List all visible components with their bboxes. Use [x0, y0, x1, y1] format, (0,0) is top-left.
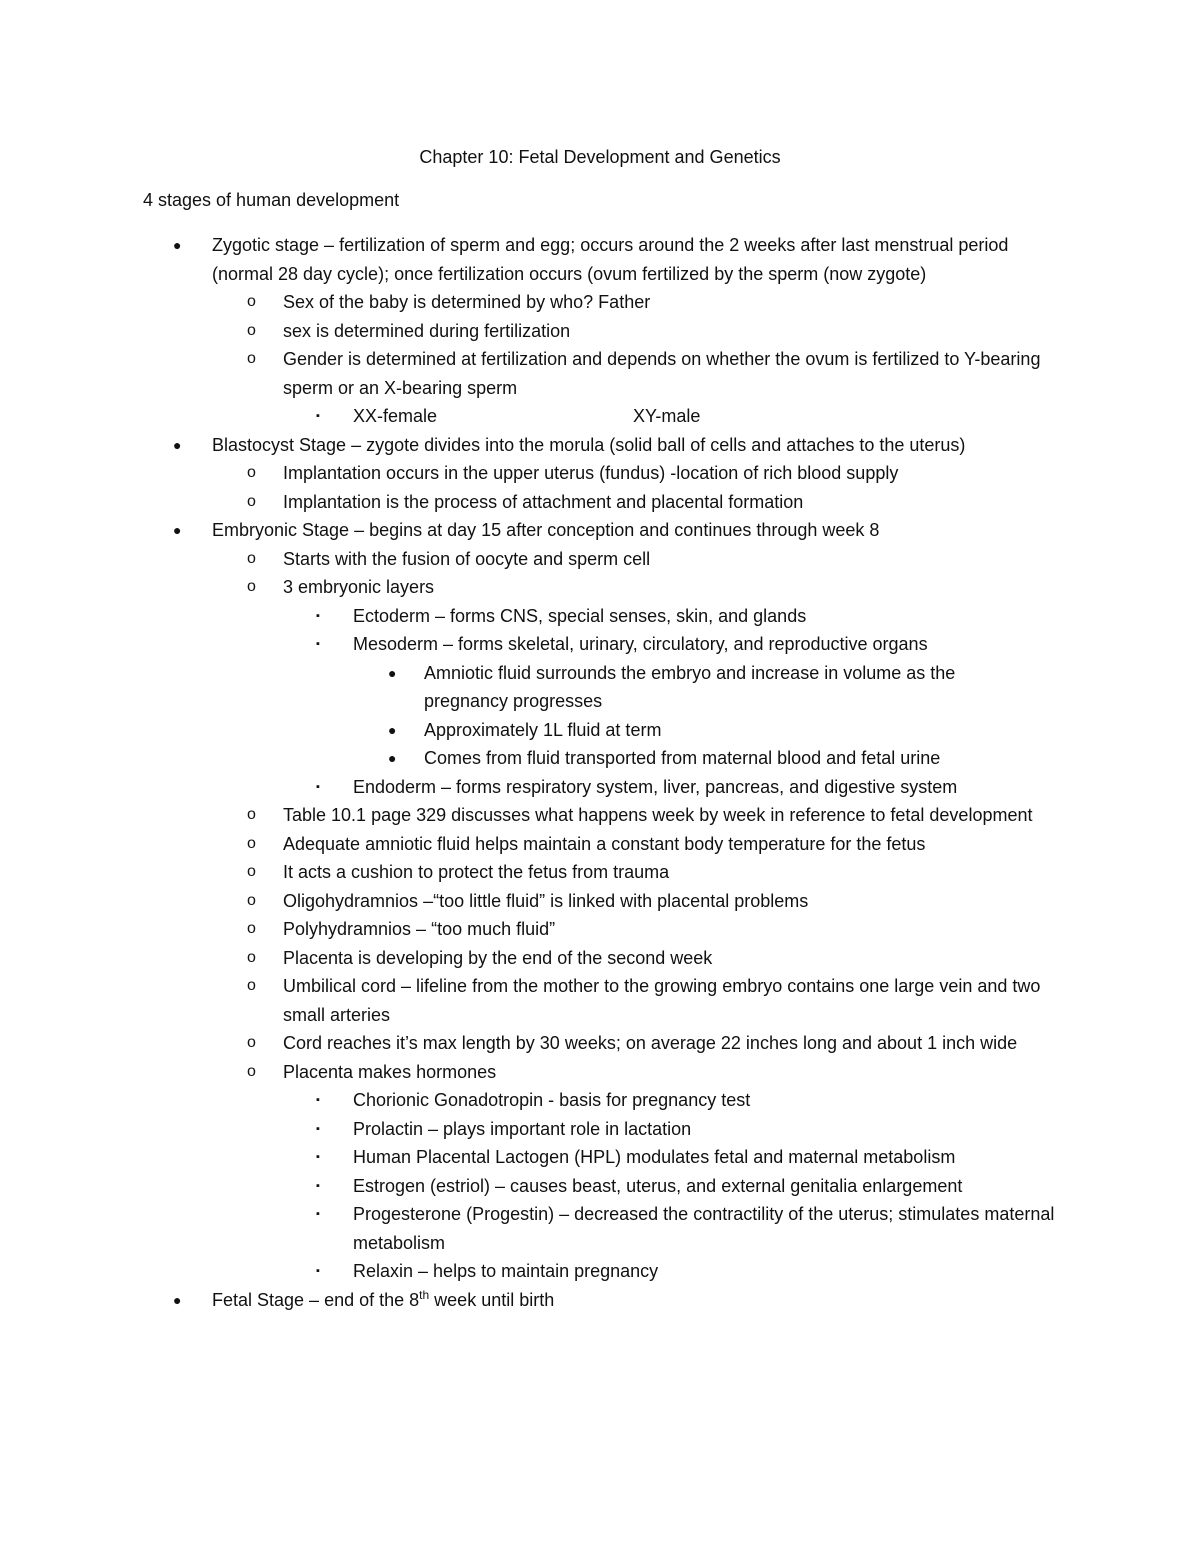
list-item-text — [424, 659, 1044, 716]
page-title: Chapter 10: Fetal Development and Genetics — [419, 147, 781, 167]
list-item-text — [283, 288, 1073, 317]
list-item — [0, 659, 1200, 716]
circle-marker-icon: o — [247, 464, 256, 481]
list-item-text — [283, 459, 1073, 488]
bullet-marker-icon: ● — [388, 664, 397, 681]
bullet-marker-icon: ● — [388, 721, 397, 738]
square-marker-icon: ▪ — [316, 1265, 320, 1277]
list-item-text — [283, 345, 1073, 402]
list-item-text — [212, 231, 1072, 288]
list-item-text — [212, 431, 1072, 460]
circle-marker-icon: o — [247, 578, 256, 595]
square-marker-icon: ▪ — [316, 1179, 320, 1192]
list-item — [0, 516, 1200, 545]
circle-marker-icon: o — [247, 1034, 256, 1051]
list-item-label: Sex of the baby is determined by who? Father — [283, 292, 651, 312]
list-item-label: Ectoderm – forms CNS, special senses, skin, and glands — [353, 605, 807, 626]
list-item-text — [283, 887, 1073, 916]
square-marker-icon: ▪ — [316, 1151, 320, 1163]
list-item-label: Embryonic Stage – begins at day 15 after conception and continues through week 8 — [212, 520, 880, 540]
list-item-label: XX-female — [353, 406, 438, 426]
list-item-text — [283, 573, 1073, 602]
list-item-text — [283, 915, 1073, 944]
list-item-label-secondary: XY-male — [633, 406, 701, 426]
list-item-label: Mesoderm – forms skeletal, urinary, circulatory, and reproductive organs — [353, 634, 928, 654]
square-marker-icon: ▪ — [316, 638, 320, 650]
list-item — [0, 1286, 1200, 1315]
bullet-marker-icon: ● — [388, 750, 397, 766]
list-item-label: Cord reaches it’s max length by 30 weeks; on average 22 inches long and about 1 inch wide — [283, 1033, 1018, 1053]
list-item-text — [283, 488, 1073, 517]
list-item-text — [353, 773, 1073, 802]
list-item — [0, 459, 1200, 488]
list-item-label: Human Placental Lactogen (HPL) modulates fetal and maternal metabolism — [353, 1147, 956, 1167]
list-item-label: Estrogen (estriol) – causes beast, uterus, and external genitalia enlargement — [353, 1175, 963, 1196]
square-marker-icon: ▪ — [316, 1208, 320, 1220]
list-item-text — [353, 1200, 1073, 1257]
list-item — [0, 545, 1200, 574]
list-item-text — [283, 972, 1073, 1029]
list-item-label: Implantation is the process of attachment and placental formation — [283, 491, 804, 512]
list-item — [0, 1200, 1200, 1257]
bullet-marker-icon: ● — [173, 522, 182, 538]
bullet-marker-icon: ● — [173, 1291, 182, 1308]
list-item-label: Table 10.1 page 329 discusses what happens week by week in reference to fetal development — [283, 805, 1033, 825]
list-item — [0, 1115, 1200, 1144]
list-item — [0, 317, 1200, 346]
circle-marker-icon: o — [247, 293, 256, 310]
list-item — [0, 972, 1200, 1029]
list-item-label: Fetal Stage – end of the 8 — [212, 1289, 420, 1310]
list-item — [0, 801, 1200, 830]
list-item-text — [283, 801, 1073, 830]
list-item — [0, 488, 1200, 517]
square-marker-icon: ▪ — [316, 1122, 320, 1135]
list-item-label: Endoderm – forms respiratory system, liver, pancreas, and digestive system — [353, 776, 958, 797]
list-item-label: 3 embryonic layers — [283, 577, 435, 597]
list-item — [0, 887, 1200, 916]
list-item-text — [212, 1286, 1072, 1315]
list-item — [0, 1029, 1200, 1058]
square-marker-icon: ▪ — [316, 410, 320, 422]
list-item-label: Progesterone (Progestin) – decreased the contractility of the uterus; stimulates maternal metabolism — [353, 1204, 1055, 1253]
list-item — [0, 602, 1200, 631]
list-item — [0, 402, 1200, 431]
list-item — [0, 944, 1200, 973]
list-item-label: Chorionic Gonadotropin - basis for pregnancy test — [353, 1090, 751, 1110]
circle-marker-icon: o — [247, 891, 256, 909]
outline-list — [0, 231, 1200, 1314]
bullet-marker-icon: ● — [173, 237, 182, 253]
list-item-label: Comes from fluid transported from maternal blood and fetal urine — [424, 748, 941, 768]
list-item — [0, 1086, 1200, 1115]
list-item-text — [353, 1172, 1073, 1201]
square-marker-icon: ▪ — [316, 780, 320, 793]
section-heading: 4 stages of human development — [143, 190, 400, 210]
list-item-label: Implantation occurs in the upper uterus (fundus) -location of rich blood supply — [283, 463, 899, 483]
circle-marker-icon: o — [247, 492, 256, 510]
superscript: th — [419, 1287, 430, 1302]
list-item-label: Approximately 1L fluid at term — [424, 719, 662, 740]
list-item-label: It acts a cushion to protect the fetus from trauma — [283, 862, 670, 882]
circle-marker-icon: o — [247, 806, 256, 823]
list-item-label: Polyhydramnios – “too much fluid” — [283, 919, 556, 939]
list-item-label: Oligohydramnios –“too little fluid” is linked with placental problems — [283, 890, 809, 911]
circle-marker-icon: o — [247, 549, 256, 567]
list-item-text — [283, 317, 1073, 346]
list-item — [0, 573, 1200, 602]
bullet-marker-icon: ● — [173, 436, 182, 453]
list-item — [0, 630, 1200, 659]
list-item-label: Prolactin – plays important role in lactation — [353, 1118, 692, 1139]
circle-marker-icon: o — [247, 350, 256, 367]
list-item-text — [353, 1257, 1073, 1286]
list-item-text — [283, 1029, 1073, 1058]
list-item-label: Relaxin – helps to maintain pregnancy — [353, 1261, 659, 1281]
circle-marker-icon: o — [247, 948, 256, 966]
circle-marker-icon: o — [247, 834, 256, 852]
circle-marker-icon: o — [247, 321, 256, 339]
list-item — [0, 1058, 1200, 1087]
list-item-label: Zygotic stage – fertilization of sperm and egg; occurs around the 2 weeks after last menstrual period (normal 28 day cycle); once fertilization occurs (ovum fertilized by the sperm (now zygote) — [212, 235, 1009, 284]
list-item — [0, 231, 1200, 288]
list-item-text — [353, 1086, 1073, 1115]
list-item-label: Gender is determined at fertilization and depends on whether the ovum is fertilized to Y-bearing sperm or an X-bearing sperm — [283, 349, 1041, 398]
list-item-label: Placenta makes hormones — [283, 1061, 497, 1082]
list-item-text — [283, 830, 1073, 859]
list-item-text — [424, 716, 1044, 745]
list-item-text — [353, 630, 1073, 659]
list-item-text — [424, 744, 1044, 773]
circle-marker-icon: o — [247, 920, 256, 937]
list-item-label: Starts with the fusion of oocyte and sperm cell — [283, 548, 651, 569]
list-item-text — [353, 402, 1073, 431]
list-item — [0, 716, 1200, 745]
circle-marker-icon: o — [247, 863, 256, 880]
list-item-text — [283, 858, 1073, 887]
list-item-label: sex is determined during fertilization — [283, 320, 571, 341]
list-item — [0, 1257, 1200, 1286]
list-item-text — [353, 1115, 1073, 1144]
circle-marker-icon: o — [247, 1062, 256, 1080]
list-item-label: Placenta is developing by the end of the second week — [283, 947, 713, 968]
list-item — [0, 345, 1200, 402]
list-item — [0, 431, 1200, 460]
circle-marker-icon: o — [247, 977, 256, 994]
list-item-text — [353, 602, 1073, 631]
list-item-label: Umbilical cord – lifeline from the mother to the growing embryo contains one large vein and two small arteries — [283, 976, 1041, 1025]
list-item — [0, 744, 1200, 773]
list-item — [0, 858, 1200, 887]
list-item-text — [283, 545, 1073, 574]
list-item-text — [212, 516, 1072, 545]
square-marker-icon: ▪ — [316, 1094, 320, 1106]
list-item-text — [283, 1058, 1073, 1087]
list-item — [0, 288, 1200, 317]
list-item — [0, 1172, 1200, 1201]
square-marker-icon: ▪ — [316, 609, 320, 622]
list-item — [0, 773, 1200, 802]
list-item — [0, 915, 1200, 944]
list-item — [0, 830, 1200, 859]
list-item-text — [353, 1143, 1073, 1172]
list-item-label: Blastocyst Stage – zygote divides into the morula (solid ball of cells and attaches to the uterus) — [212, 434, 966, 455]
list-item-label: Amniotic fluid surrounds the embryo and increase in volume as the pregnancy progresses — [424, 662, 956, 711]
list-item-text — [283, 944, 1073, 973]
list-item-label-continued: week until birth — [429, 1289, 555, 1310]
list-item — [0, 1143, 1200, 1172]
list-item-label: Adequate amniotic fluid helps maintain a constant body temperature for the fetus — [283, 833, 926, 854]
